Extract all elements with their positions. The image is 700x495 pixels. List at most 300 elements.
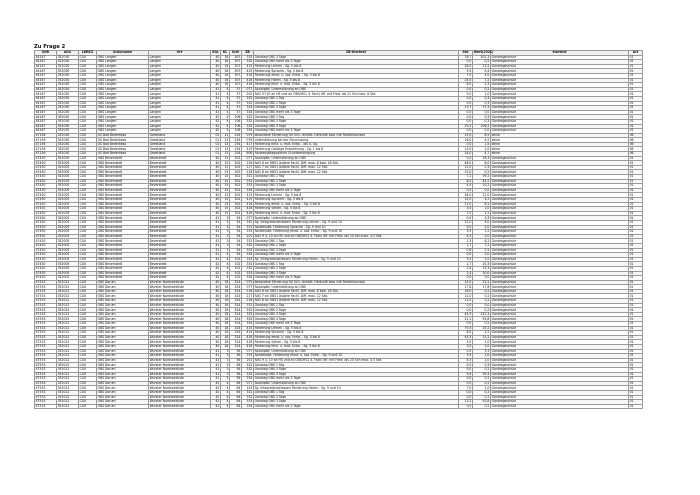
table-cell: 01 [629,404,643,409]
table-cell: 01 [629,248,643,253]
table-cell: OBS Langen [97,78,149,83]
table-cell: 352012 [57,400,79,405]
table-cell: 352012 [57,395,79,400]
table-cell: 47430 [35,156,57,161]
table-cell: 40 [211,170,221,175]
table-cell: 352030 [57,142,79,147]
table-cell: Förderung Lernen - Sg. 5 bis 8 [254,326,459,331]
table-cell: OBS Langen [97,73,149,78]
table-cell: Förderung Kmz. u. mot. Entw. - Sg. 5 bis 8 [254,83,459,88]
table-cell: 01 [629,96,643,101]
table-cell: OBS Dorum [97,280,149,285]
table-cell: 352030 [57,115,79,120]
table-cell: 6,0 [473,161,491,166]
table-cell: 3,5 [459,230,473,235]
table-cell: CUX [79,253,97,258]
table-cell: 332 [242,266,254,271]
table-cell: 41 [211,358,221,363]
table-cell: 324 [230,312,242,317]
table-cell: OBS Langen [97,64,149,69]
table-cell: 18,3 [473,156,491,161]
table-cell: OBS Dorum [97,331,149,336]
table-cell: SdG 8 an OBS1 äußere Fachl. Diff. max. 8 bzw. 16 Std. [254,161,459,166]
table-cell: 57,3 [473,106,491,111]
table-cell: OBS Beverstedt [97,179,149,184]
table-cell: Ganztagsschule [491,188,629,193]
table-cell: 218 [242,299,254,304]
table-cell: 12,0 [459,170,473,175]
table-cell: Geestland [149,138,211,143]
table-cell: 606 [242,152,254,157]
table-cell: Ganztagsschule [491,78,629,83]
table-cell: Ganztag OBS 1 Tag [254,390,459,395]
table-cell: Ganztagsschule [491,115,629,120]
table-cell: 302 [230,165,242,170]
table-cell: 01 [629,294,643,299]
table-cell: Langen [149,110,211,115]
table-cell: 47430 [35,262,57,267]
table-cell: 324 [230,308,242,313]
table-cell: 4 [221,262,230,267]
table-cell: 44167 [35,110,57,115]
table-cell: 47533 [35,299,57,304]
table-cell: 302 [230,161,242,166]
table-cell: OBS Dorum [97,386,149,391]
table-cell: 01 [629,289,643,294]
table-cell: 302 [230,211,242,216]
table-cell: Beverstedt [149,230,211,235]
table-cell: 352012 [57,280,79,285]
table-cell: Ganztag OBS mehr als 3 Tage [254,322,459,327]
table-cell: 47430 [35,211,57,216]
table-cell: 332 [242,119,254,124]
table-cell: 254 [230,147,242,152]
table-cell: Ganztagsschule [491,96,629,101]
table-cell: CUX [79,400,97,405]
table-cell: CUX [79,372,97,377]
table-cell: 151 [242,225,254,230]
table-cell: 324 [230,285,242,290]
table-cell: CUX [79,276,97,281]
table-cell: keine [491,152,629,157]
table-cell: OBS Langen [97,110,149,115]
table-cell: 2,0 [473,358,491,363]
table-cell: 40 [211,345,221,350]
table-cell: 40 [211,308,221,313]
table-cell: 217 [242,165,254,170]
table-cell: Wurster Nordseeküste [149,363,211,368]
table-cell: 352012 [57,345,79,350]
table-cell: SdG 7 an OBS1 äußere Fachl. Diff. max. 12 Std. [254,294,459,299]
table-cell: Beverstedt [149,198,211,203]
table-cell: 01 [629,161,643,166]
table-cell: 01 [629,312,643,317]
table-cell: 352012 [57,299,79,304]
table-cell: 334 [242,253,254,258]
table-cell: 01 [629,239,643,244]
table-cell: 47156 [35,147,57,152]
table-cell: 1,0 [473,257,491,262]
table-cell: 01 [629,345,643,350]
table-cell: Ganztag OBS 1 Tag [254,239,459,244]
table-cell: 415 [242,326,254,331]
table-cell: OBS Dorum [97,299,149,304]
table-cell: Wurster Nordseeküste [149,303,211,308]
table-cell: 4 [221,115,230,120]
table-cell: Ganztag OBS 3 Tage [254,372,459,377]
table-cell: 01 [629,92,643,97]
table-cell: OBS Dorum [97,372,149,377]
table-cell: 352030 [57,129,79,134]
table-cell: 102 [230,262,242,267]
table-cell: 0,0 [473,129,491,134]
table-cell: 47430 [35,266,57,271]
table-cell: 416 [242,207,254,212]
table-cell: 352030 [57,133,79,138]
table-cell: 01 [629,119,643,124]
table-cell: 3 [221,349,230,354]
table-cell: 0,2 [473,299,491,304]
table-cell: 307 [230,64,242,69]
table-cell: 40 [211,285,221,290]
table-cell: CUX [79,115,97,120]
table-cell: 352005 [57,225,79,230]
table-cell: 39,2 [473,175,491,180]
table-cell: 18 [221,312,230,317]
table-cell: Wurster Nordseeküste [149,381,211,386]
table-cell: 01 [629,87,643,92]
table-cell: 25,5 [459,124,473,129]
table-cell: 4 [221,266,230,271]
table-cell: 0,0 [459,363,473,368]
table-cell: OBS Dorum [97,390,149,395]
table-cell: 47533 [35,294,57,299]
table-cell: 333 [242,312,254,317]
table-cell: 0,3 [473,119,491,124]
table-cell: 06 [629,152,643,157]
table-cell: 42 [211,262,221,267]
table-cell: Langen [149,96,211,101]
table-cell: 01 [629,230,643,235]
table-cell: Sozialpäd. Unterstützung an OBS [254,216,459,221]
table-cell: 334 [242,129,254,134]
table-cell: 077 [242,285,254,290]
table-cell: 42 [211,266,221,271]
table-cell: 54 [230,225,242,230]
table-cell: OBS Beverstedt [97,239,149,244]
table-cell: CUX [79,349,97,354]
table-cell: 01 [629,78,643,83]
table-cell: Ganztag OBS 3 Tage [254,184,459,189]
table-cell: OBS Beverstedt [97,184,149,189]
table-cell: CUX [79,280,97,285]
table-cell: 302 [230,170,242,175]
table-cell: 01 [629,225,643,230]
table-cell: 15 [221,175,230,180]
table-cell: 42 [211,276,221,281]
table-cell: 1,2 [473,230,491,235]
table-cell: 1,0 [473,207,491,212]
table-cell: 44167 [35,69,57,74]
table-cell: 01 [629,390,643,395]
table-cell: 01 [629,156,643,161]
table-cell: 352012 [57,317,79,322]
table-cell: CUX [79,230,97,235]
table-cell: 42 [211,390,221,395]
table-cell: 40 [211,317,221,322]
table-cell: OBS Langen [97,83,149,88]
table-cell: 41 [211,101,221,106]
table-cell: 01 [629,188,643,193]
table-cell: besondere Förderung für Sch. nichtdt. Herkunft bzw. mit Förderkonzept [254,133,459,138]
table-cell: CUX [79,340,97,345]
table-cell: CUX [79,377,97,382]
table-cell: 12,0 [459,165,473,170]
table-cell: 41 [211,220,221,225]
table-cell: 077 [242,156,254,161]
table-cell: Wurster Nordseeküste [149,289,211,294]
table-cell: 254 [230,133,242,138]
table-cell: 352005 [57,207,79,212]
table-cell: CUX [79,124,97,129]
table-cell: 47430 [35,179,57,184]
table-cell: 352005 [57,202,79,207]
table-cell: Ganztag OBS 3 Tage [254,55,459,60]
table-cell: Langen [149,92,211,97]
table-cell: OBS Beverstedt [97,211,149,216]
table-cell: 352005 [57,193,79,198]
table-cell: 40 [211,193,221,198]
table-cell: OBS Beverstedt [97,216,149,221]
table-cell: Ganztagsschule [491,294,629,299]
table-cell: OBS Dorum [97,354,149,359]
table-cell: CUX [79,216,97,221]
table-cell: CUX [79,322,97,327]
table-cell: Ganztagsschule [491,276,629,281]
table-cell: 106,2 [473,124,491,129]
table-cell: Beverstedt [149,271,211,276]
table-cell: Ganztag OBS mehr als 3 Tage [254,253,459,258]
table-cell: 143 [242,386,254,391]
table-cell: CUX [79,193,97,198]
table-cell: 334 [242,404,254,409]
table-cell: 302 [230,184,242,189]
table-cell: Ganztagsschule [491,285,629,290]
table-cell: 418 [242,345,254,350]
table-cell: 47533 [35,280,57,285]
table-cell: 217 [242,294,254,299]
table-cell: OBS Beverstedt [97,202,149,207]
table-cell: CUX [79,138,97,143]
table-cell: Förderung Sprache - Sg. 5 bis 8 [254,69,459,74]
table-cell: 333 [242,124,254,129]
table-cell: CUX [79,354,97,359]
table-cell: 47533 [35,317,57,322]
table-cell: 307 [230,55,242,60]
table-cell: 0,0 [459,253,473,258]
table-cell: 4,5 [459,234,473,239]
table-cell: Langen [149,106,211,111]
table-cell: Ganztagsschule [491,119,629,124]
table-cell: 1,5 [473,142,491,147]
table-cell: 0,2 [473,395,491,400]
table-cell: CUX [79,303,97,308]
table-cell: 40 [211,78,221,83]
table-cell: 0,0 [459,96,473,101]
table-cell: 40 [211,179,221,184]
table-cell: 7,2 [473,78,491,83]
table-cell: 41 [211,225,221,230]
table-cell: 01 [629,170,643,175]
table-cell: Ganztag OBS 3 Tage [254,317,459,322]
table-cell: 4 [221,96,230,101]
table-cell: 01 [629,234,643,239]
table-cell: 352012 [57,404,79,409]
table-cell: 40 [211,175,221,180]
table-cell: 13,2 [459,400,473,405]
table-cell: 64 [230,390,242,395]
table-cell: 44167 [35,64,57,69]
table-cell: 0,0 [459,60,473,65]
table-cell: 45,5 [459,335,473,340]
table-cell: 41 [211,377,221,382]
table-cell: 352030 [57,124,79,129]
table-cell: 41 [211,243,221,248]
table-cell: 13 [221,138,230,143]
table-cell: 47533 [35,322,57,327]
table-cell: 202 [242,92,254,97]
table-cell: Ganztagsschule [491,101,629,106]
table-cell: 3 [221,243,230,248]
table-cell: 4 [221,404,230,409]
table-cell: 332 [242,243,254,248]
table-cell: 01 [211,142,221,147]
table-cell: CUX [79,202,97,207]
table-cell: 01 [629,175,643,180]
column-header: Klartext [491,51,629,56]
table-cell: CUX [79,73,97,78]
table-cell: OBS Beverstedt [97,230,149,235]
table-cell: 40 [211,60,221,65]
table-cell: CUX [79,133,97,138]
table-cell: CUX [79,312,97,317]
table-cell: 8,2 [473,239,491,244]
table-cell: 4,0 [473,73,491,78]
table-cell: 307 [230,78,242,83]
table-cell: 40 [211,83,221,88]
table-cell: CUX [79,386,97,391]
table-cell: Förderung Kmz. u. mot. Entw. - Sg. 5 bis 8 [254,345,459,350]
table-cell: 2,0 [473,147,491,152]
table-cell: CUX [79,257,97,262]
table-cell: Ganztagsschule [491,184,629,189]
table-cell: 4 [221,106,230,111]
table-cell: 44167 [35,96,57,101]
table-cell: OBS Langen [97,106,149,111]
table-cell: Wurster Nordseeküste [149,404,211,409]
table-cell: 0,3 [473,101,491,106]
table-cell: Wurster Nordseeküste [149,400,211,405]
table-cell: OBS Langen [97,87,149,92]
table-cell: 2,2 [473,331,491,336]
table-cell: Ganztagsschule [491,124,629,129]
table-cell: Förderung Geistige Entwicklung - Sg. 1 bis 8 [254,147,459,152]
table-cell: Unterstützung bei der Einschulung [254,138,459,143]
table-cell: OBS Dorum [97,340,149,345]
table-cell: Wurster Nordseeküste [149,308,211,313]
table-cell: Ganztagsschule [491,55,629,60]
table-cell: 8,0 [459,331,473,336]
table-cell: 1,5 [459,239,473,244]
table-cell: Ganztagsschule [491,73,629,78]
table-cell: 4 [221,381,230,386]
table-cell: Ganztagsschule [491,395,629,400]
table-cell: 18 [221,345,230,350]
table-cell: CUX [79,60,97,65]
table-cell: 01 [629,395,643,400]
table-cell: 56 [230,349,242,354]
table-cell: Wurster Nordseeküste [149,322,211,327]
table-cell: Ganztagsschule [491,202,629,207]
table-cell: Ganztagsschule [491,326,629,331]
table-cell: OBS Beverstedt [97,253,149,258]
table-cell: 307 [230,60,242,65]
table-cell: SdG 6 an OBS1 äußere Fachl. Diff. max. 8 bzw. 16 Std. [254,289,459,294]
table-cell: 153 [242,230,254,235]
table-cell: 352005 [57,266,79,271]
table-cell: 416 [242,73,254,78]
table-cell: 44167 [35,60,57,65]
table-cell: 01 [629,317,643,322]
table-cell: Ganztagsschule [491,349,629,354]
table-cell: 01 [629,179,643,184]
table-cell: 352012 [57,285,79,290]
table-cell: 16 [221,78,230,83]
table-cell: 0,0 [459,87,473,92]
table-cell: Sozialpäd. Unterstützung an OBS [254,381,459,386]
table-cell: GS Bad Bederkesa [97,133,149,138]
table-cell: 01 [211,152,221,157]
table-cell: 3 [221,239,230,244]
column-header: KL [221,51,230,56]
table-cell: 20,3 [473,262,491,267]
table-cell: Ganztagsschule [491,354,629,359]
table-cell: CUX [79,119,97,124]
table-cell: 352012 [57,308,79,313]
table-cell: 0,0 [459,142,473,147]
table-cell: 47430 [35,234,57,239]
table-cell: 15 [221,202,230,207]
table-cell: OBS Beverstedt [97,170,149,175]
table-cell: 01 [629,253,643,258]
table-cell: 102 [230,266,242,271]
table-cell: 5,5 [459,69,473,74]
table-cell: 24,5 [459,78,473,83]
table-cell: 0,0 [473,110,491,115]
table-cell: 324 [230,340,242,345]
table-cell: 331 [242,363,254,368]
table-cell: 352005 [57,170,79,175]
table-cell: 01 [629,266,643,271]
table-cell: 01 [629,340,643,345]
table-cell: 01 [629,257,643,262]
table-cell: 01 [629,303,643,308]
table-cell: 4,7 [473,152,491,157]
table-cell: Beverstedt [149,170,211,175]
column-header: ZB [242,51,254,56]
table-cell: 47430 [35,271,57,276]
table-cell: 4 [221,395,230,400]
